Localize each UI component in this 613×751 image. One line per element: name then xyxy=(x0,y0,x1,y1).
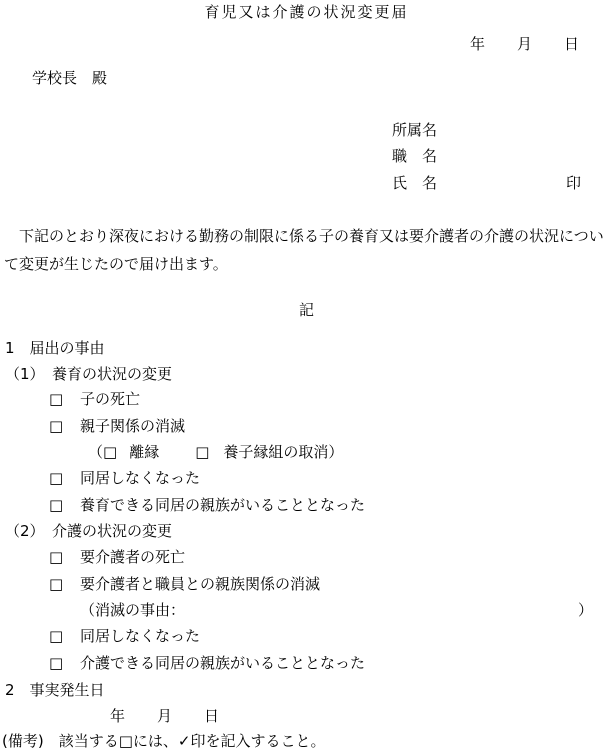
sender-position-label: 職 名 xyxy=(392,147,438,165)
remarks-note: (備考) 該当する□には、✓印を記入すること。 xyxy=(2,732,326,750)
reason-adoption-cancel-label: 養子縁組の取消 xyxy=(223,443,329,461)
checkbox-label: 同居しなくなった xyxy=(80,469,201,487)
checkbox-icon[interactable]: □ xyxy=(49,469,64,487)
ki-heading: 記 xyxy=(298,301,314,319)
checkbox-item[interactable] xyxy=(49,626,200,646)
occurrence-day-label: 日 xyxy=(204,707,220,725)
subsection-nursing-care-heading: （2） 介護の状況の変更 xyxy=(5,522,173,540)
addressee: 学校長 殿 xyxy=(32,69,108,87)
checkbox-item[interactable] xyxy=(49,574,320,594)
occurrence-year-label: 年 xyxy=(110,707,126,725)
checkbox-item[interactable] xyxy=(49,416,185,436)
subsection-childcare-heading: （1） 養育の状況の変更 xyxy=(5,365,173,383)
checkbox-label: 親子関係の消滅 xyxy=(80,417,186,435)
checkbox-icon[interactable]: □ xyxy=(49,575,64,593)
extinction-reason-close: ） xyxy=(578,601,594,619)
sender-affiliation-label: 所属名 xyxy=(392,121,438,139)
section-1-heading: 1 届出の事由 xyxy=(5,339,105,357)
date-year-label: 年 xyxy=(470,35,486,53)
checkbox-item[interactable] xyxy=(49,468,200,488)
checkbox-label: 要介護者と職員との親族関係の消滅 xyxy=(80,575,321,593)
sender-name-label: 氏 名 xyxy=(392,174,438,192)
checkbox-label: 子の死亡 xyxy=(80,390,141,408)
relationship-extinction-reasons xyxy=(88,442,343,462)
checkbox-item[interactable] xyxy=(49,653,365,673)
reason-dissolution-label: 離縁 xyxy=(129,443,160,461)
submission-date xyxy=(470,34,579,54)
checkbox-icon[interactable]: □ xyxy=(49,654,64,672)
document-title: 育児又は介護の状況変更届 xyxy=(204,3,409,21)
checkbox-item[interactable] xyxy=(49,547,185,567)
paren-open: （ xyxy=(88,443,104,461)
checkbox-icon[interactable]: □ xyxy=(49,548,64,566)
checkbox-icon[interactable]: □ xyxy=(103,443,118,461)
paren-close: ） xyxy=(328,443,344,461)
date-month-label: 月 xyxy=(517,35,533,53)
checkbox-icon[interactable]: □ xyxy=(49,390,64,408)
date-day-label: 日 xyxy=(564,35,580,53)
seal-mark: 印 xyxy=(566,174,582,192)
occurrence-month-label: 月 xyxy=(157,707,173,725)
checkbox-icon[interactable]: □ xyxy=(195,443,210,461)
occurrence-date xyxy=(110,706,219,726)
checkbox-label: 介護できる同居の親族がいることとなった xyxy=(80,654,366,672)
checkbox-icon[interactable]: □ xyxy=(49,496,64,514)
checkbox-label: 要介護者の死亡 xyxy=(80,548,186,566)
checkbox-label: 同居しなくなった xyxy=(80,627,201,645)
checkbox-item[interactable] xyxy=(49,495,365,515)
checkbox-icon[interactable]: □ xyxy=(49,417,64,435)
section-2-heading: 2 事実発生日 xyxy=(5,681,105,699)
extinction-reason-label: （消滅の事由： xyxy=(80,601,186,619)
checkbox-icon[interactable]: □ xyxy=(49,627,64,645)
body-paragraph: 下記のとおり深夜における勤務の制限に係る子の養育又は要介護者の介護の状況について変更が生じたので届け出ます。 xyxy=(4,227,604,273)
checkbox-label: 養育できる同居の親族がいることとなった xyxy=(80,496,366,514)
checkbox-item[interactable] xyxy=(49,389,140,409)
